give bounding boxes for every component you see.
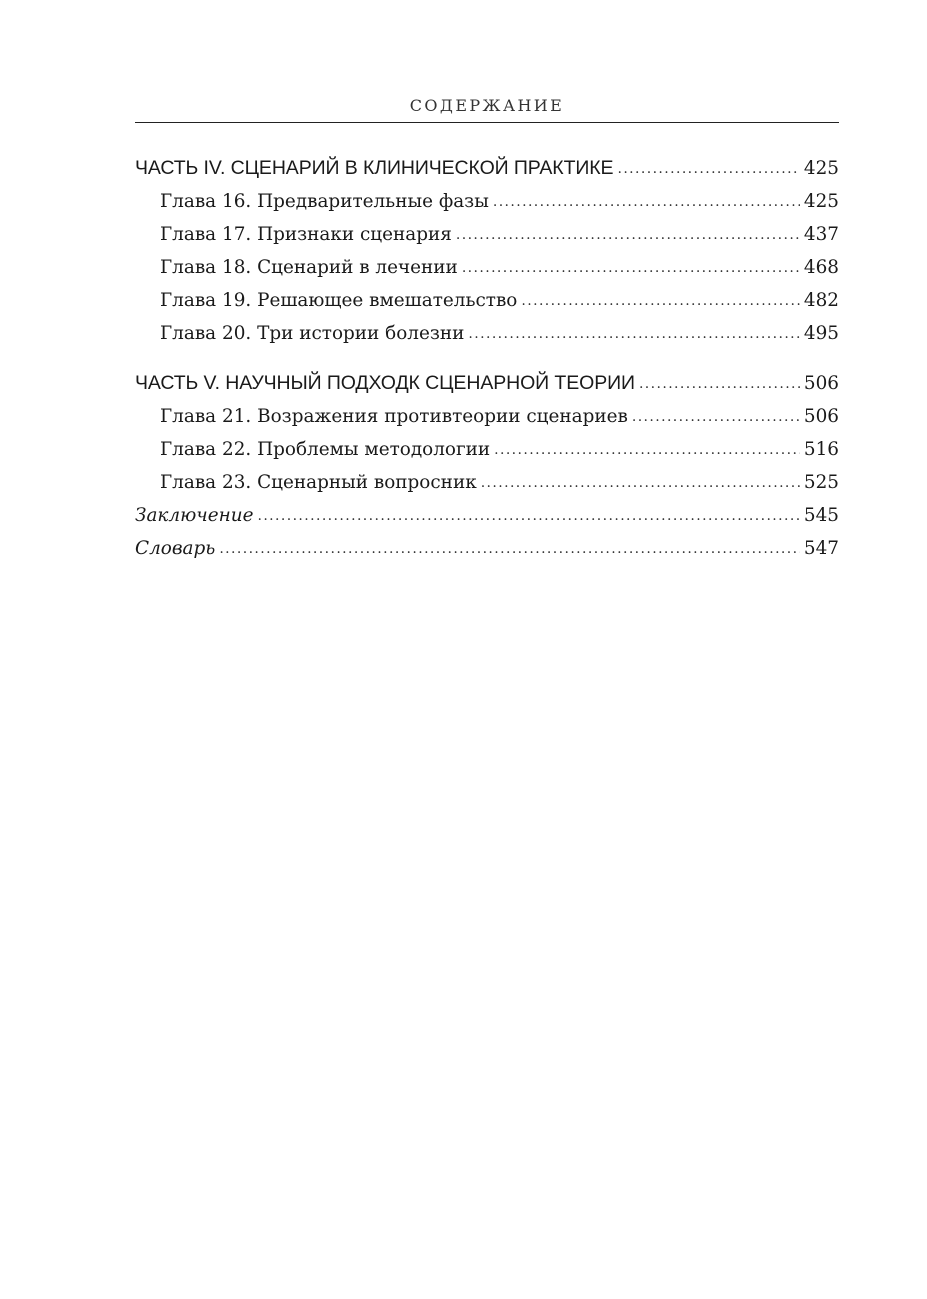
dot-leader [493, 186, 800, 219]
toc-section-part-5 [135, 367, 839, 565]
running-header: СОДЕРЖАНИЕ [409, 96, 565, 115]
toc-entry-title: Глава 17. Признаки сценария [160, 224, 452, 245]
toc-back-matter-entry[interactable] [135, 499, 839, 532]
toc-entry-title: Глава 22. Проблемы методологии [160, 439, 491, 460]
dot-leader [617, 153, 799, 186]
toc-entry-page: 425 [803, 158, 839, 179]
dot-leader [481, 467, 800, 500]
toc-entry-title: Глава 20. Три истории болезни [160, 323, 465, 344]
toc-entry-page: 468 [803, 257, 839, 278]
toc-entry-title: ЧАСТЬ V. НАУЧНЫЙ ПОДХОДК СЦЕНАРНОЙ ТЕОРИИ [135, 372, 635, 394]
toc-entry-title: Глава 21. Возражения противтеории сценариев [160, 406, 628, 427]
toc-entry-title: ЧАСТЬ IV. СЦЕНАРИЙ В КЛИНИЧЕСКОЙ ПРАКТИКЕ [135, 157, 614, 179]
toc-entry-title: Словарь [135, 538, 216, 559]
toc-chapter-entry[interactable] [135, 251, 839, 284]
toc-chapter-entry[interactable] [135, 466, 839, 499]
dot-leader [456, 219, 800, 252]
dot-leader [494, 434, 800, 467]
toc-chapter-entry[interactable] [135, 218, 839, 251]
dot-leader [219, 533, 800, 566]
toc-entry-page: 482 [803, 290, 839, 311]
header-rule [135, 122, 839, 123]
toc-chapter-entry[interactable] [135, 433, 839, 466]
toc-entry-title: Глава 19. Решающее вмешательство [160, 290, 518, 311]
toc-entry-title: Глава 16. Предварительные фазы [160, 191, 489, 212]
toc-section-part-4 [135, 152, 839, 350]
toc-part-entry[interactable] [135, 367, 839, 400]
toc-entry-title: Глава 18. Сценарий в лечении [160, 257, 458, 278]
dot-leader [257, 500, 799, 533]
table-of-contents [135, 152, 839, 565]
toc-chapter-entry[interactable] [135, 284, 839, 317]
dot-leader [639, 368, 800, 401]
toc-entry-page: 495 [803, 323, 839, 344]
toc-part-entry[interactable] [135, 152, 839, 185]
toc-back-matter-entry[interactable] [135, 532, 839, 565]
toc-entry-page: 425 [803, 191, 839, 212]
toc-entry-page: 545 [803, 505, 839, 526]
dot-leader [632, 401, 800, 434]
dot-leader [468, 318, 799, 351]
toc-entry-page: 516 [803, 439, 839, 460]
toc-entry-page: 525 [803, 472, 839, 493]
toc-entry-title: Глава 23. Сценарный вопросник [160, 472, 477, 493]
dot-leader [462, 252, 800, 285]
toc-entry-page: 506 [803, 373, 839, 394]
toc-entry-page: 506 [803, 406, 839, 427]
toc-chapter-entry[interactable] [135, 185, 839, 218]
toc-chapter-entry[interactable] [135, 400, 839, 433]
toc-entry-title: Заключение [135, 505, 254, 526]
toc-entry-page: 437 [803, 224, 839, 245]
dot-leader [521, 285, 800, 318]
toc-entry-page: 547 [803, 538, 839, 559]
toc-chapter-entry[interactable] [135, 317, 839, 350]
